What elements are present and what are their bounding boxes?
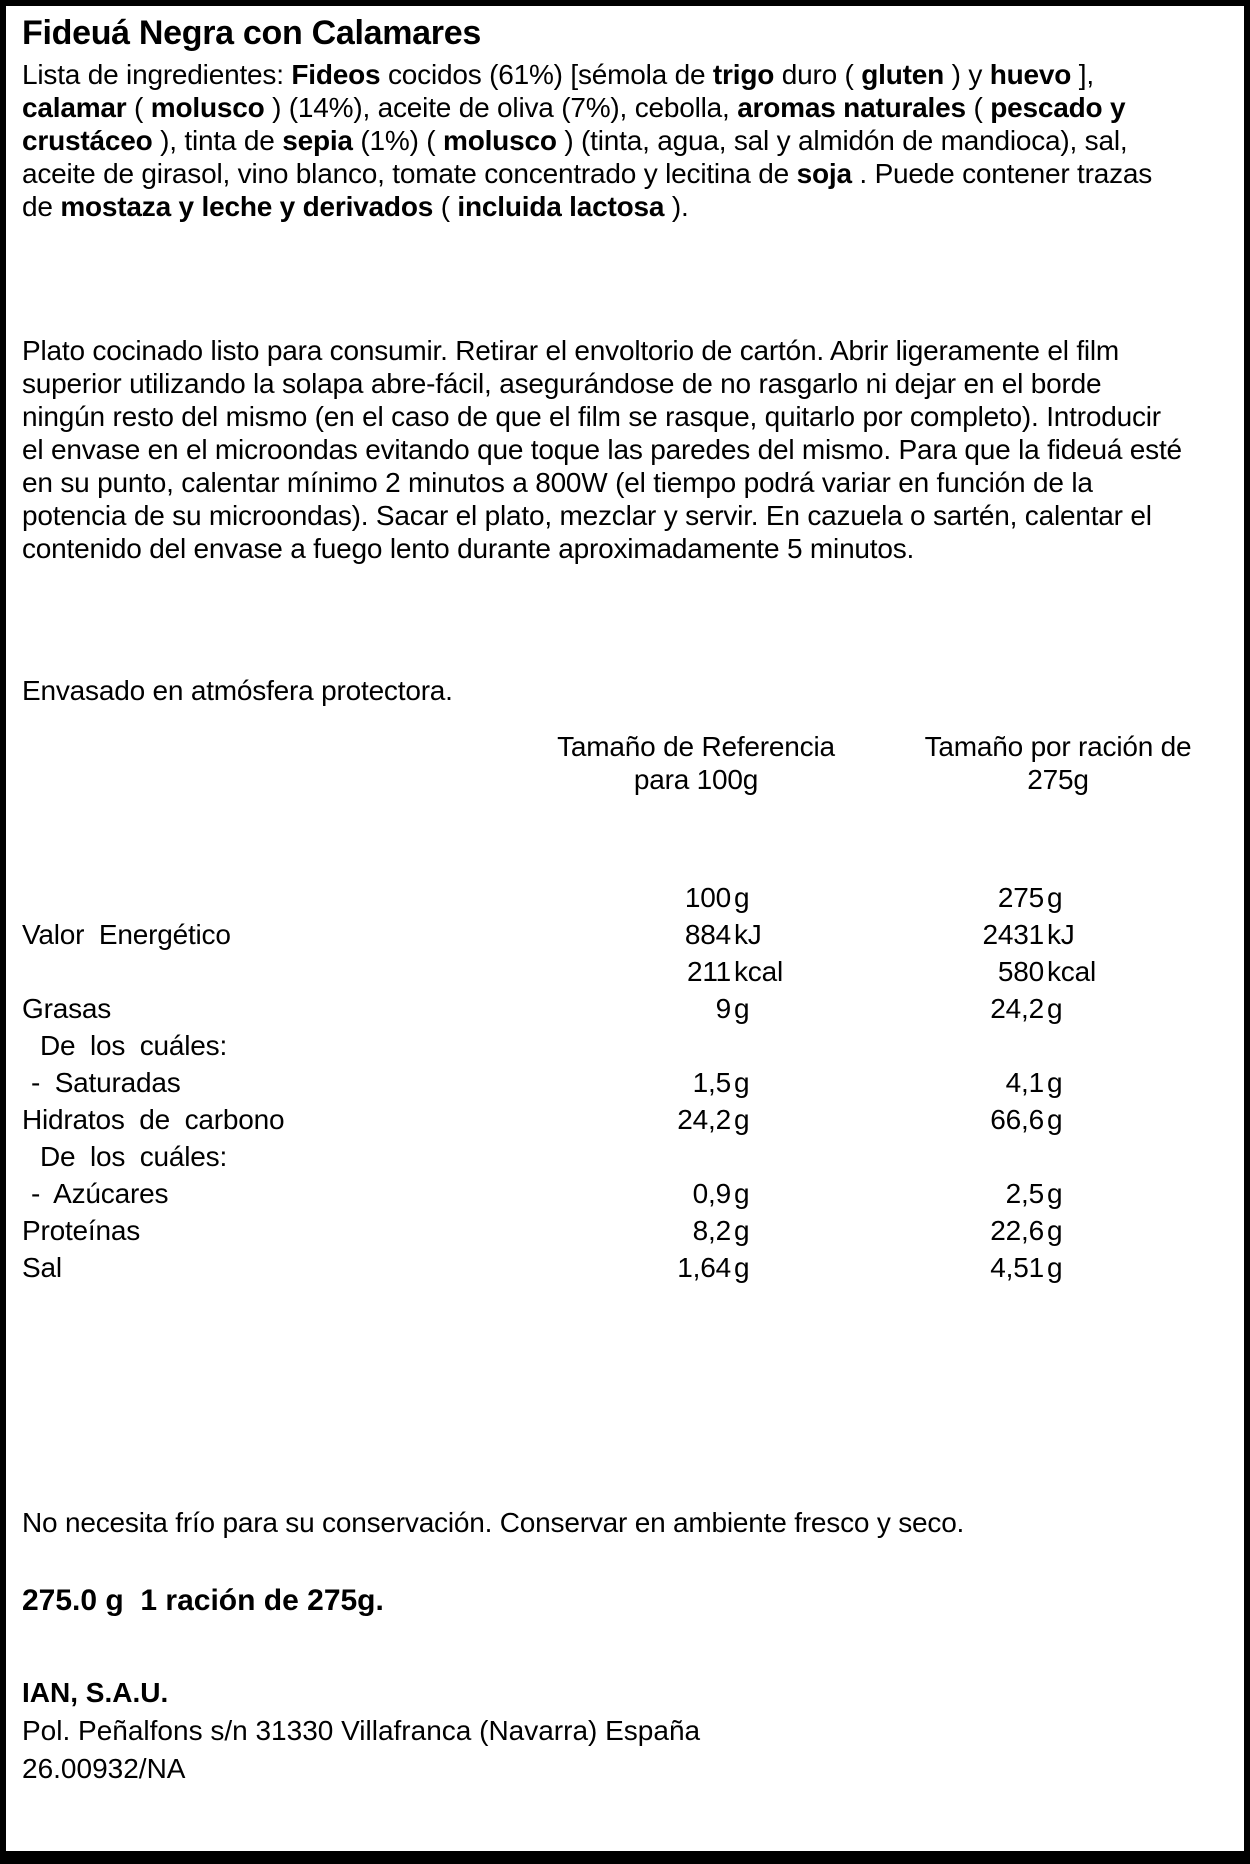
nutrition-row [22, 993, 1232, 1030]
nutrition-unit-100g: g [734, 1252, 750, 1283]
nutrition-value-275g: 4,1 [1005, 1067, 1044, 1098]
nutrition-label: De los cuáles: [40, 1030, 228, 1061]
nutrition-unit-275g: g [1047, 1215, 1063, 1246]
nutrition-value-275g: 580 [997, 956, 1044, 987]
nutrition-row [22, 1252, 1232, 1289]
nutrition-row [22, 1215, 1232, 1252]
nutrition-label: Hidratos de carbono [22, 1104, 285, 1135]
nutrition-table-header [6, 730, 1250, 800]
nutrition-unit-275g: kcal [1047, 956, 1096, 987]
nutrition-unit-275g: g [1047, 1252, 1063, 1283]
nutrition-unit-275g: g [1047, 1178, 1063, 1209]
nutrition-row [22, 882, 1232, 919]
nutrition-unit-100g: g [734, 1215, 750, 1246]
nutrition-value-100g: 884 [684, 919, 731, 950]
nutrition-row [22, 1030, 1232, 1067]
nutrition-value-100g [466, 1030, 731, 1067]
nutrition-row [22, 1141, 1232, 1178]
nutrition-label [22, 882, 466, 919]
nutrition-value-275g: 275 [997, 882, 1044, 913]
nutrition-unit-100g: g [734, 882, 750, 913]
company-registration-code: 26.00932/NA [22, 1753, 186, 1784]
nutrition-unit-275g [1044, 1141, 1127, 1178]
storage-note: No necesita frío para su conservación. Conservar en ambiente fresco y seco. [22, 1507, 965, 1538]
nutrition-header-reference [526, 730, 866, 796]
nutrition-label: Valor Energético [22, 919, 231, 950]
nutrition-label: De los cuáles: [40, 1141, 228, 1172]
ingredients-paragraph: Lista de ingredientes: Fideos cocidos (61%) [sémola de trigo duro ( gluten ) y huevo ], calamar ( molusco ) (14%), aceite de oliva (7%), cebolla, aromas naturales ( pescado y crustáceo ), tinta de sepia (1%) ( molusco ) (tinta, agua, sal y almidón de mandioca), sal, aceite de girasol, vino blanco, tomate concentrado y lecitina de soja . Puede contener trazas de mostaza y leche y derivados ( incluida lactosa ). [22, 59, 1153, 222]
nutrition-unit-100g: g [734, 1104, 750, 1135]
nutrition-label: Grasas [22, 993, 112, 1024]
nutrition-header-portion-line2: 275g [1027, 764, 1089, 795]
nutrition-value-100g: 211 [686, 956, 731, 987]
nutrition-header-reference-line1: Tamaño de Referencia [557, 731, 835, 762]
company-name: IAN, S.A.U. [22, 1677, 169, 1708]
nutrition-value-275g: 4,51 [990, 1252, 1044, 1283]
nutrition-header-portion-line1: Tamaño por ración de [924, 731, 1192, 762]
nutrition-value-100g: 100 [684, 882, 731, 913]
nutrition-value-275g: 22,6 [990, 1215, 1044, 1246]
page-title: Fideuá Negra con Calamares [22, 14, 481, 52]
nutrition-value-100g: 8,2 [692, 1215, 731, 1246]
nutrition-unit-100g: g [734, 1067, 750, 1098]
nutrition-row [22, 1178, 1232, 1215]
instructions-paragraph: Plato cocinado listo para consumir. Retirar el envoltorio de cartón. Abrir ligeramente el film superior utilizando la solapa abre-fácil, asegurándose de no rasgarlo ni dejar en el borde ningún resto del mismo (en el caso de que el film se rasque, quitarlo por completo). Introducir el envase en el microondas evitando que toque las paredes del mismo. Para que la fideuá esté en su punto, calentar mínimo 2 minutos a 800W (el tiempo podrá variar en función de la potencia de su microondas). Sacar el plato, mezclar y servir. En cazuela o sartén, calentar el contenido del envase a fuego lento durante aproximadamente 5 minutos. [22, 335, 1182, 564]
nutrition-value-275g: 2431 [982, 919, 1044, 950]
nutrition-value-100g: 1,64 [677, 1252, 731, 1283]
nutrition-unit-100g: g [734, 1178, 750, 1209]
nutrition-unit-100g: kJ [734, 919, 762, 950]
nutrition-unit-275g: g [1047, 1067, 1063, 1098]
nutrition-value-275g [819, 1141, 1044, 1178]
nutrition-value-100g: 1,5 [692, 1067, 731, 1098]
nutrition-unit-275g [1044, 1030, 1127, 1067]
net-weight: 275.0 g 1 ración de 275g. [22, 1584, 384, 1617]
nutrition-row [22, 956, 1232, 993]
nutrition-value-100g: 0,9 [692, 1178, 731, 1209]
nutrition-label [22, 956, 466, 993]
nutrition-unit-275g: g [1047, 1104, 1063, 1135]
nutrition-value-100g: 9 [715, 993, 731, 1024]
nutrition-row [22, 1104, 1232, 1141]
nutrition-row [22, 919, 1232, 956]
company-address: Pol. Peñalfons s/n 31330 Villafranca (Navarra) España [22, 1715, 701, 1746]
nutrition-unit-100g: kcal [734, 956, 783, 987]
nutrition-value-275g: 24,2 [990, 993, 1044, 1024]
nutrition-label: Sal [22, 1252, 62, 1283]
nutrition-value-275g: 66,6 [990, 1104, 1044, 1135]
nutrition-label: Proteínas [22, 1215, 141, 1246]
company-block [22, 1674, 700, 1788]
atmosphere-note: Envasado en atmósfera protectora. [22, 675, 453, 706]
nutrition-unit-275g: g [1047, 993, 1063, 1024]
nutrition-table [22, 882, 1232, 1289]
nutrition-value-275g [819, 1030, 1044, 1067]
nutrition-value-275g: 2,5 [1005, 1178, 1044, 1209]
nutrition-value-100g [466, 1141, 731, 1178]
nutrition-header-reference-line2: para 100g [633, 764, 759, 795]
nutrition-row [22, 1067, 1232, 1104]
nutrition-unit-100g [731, 1030, 819, 1067]
nutrition-label: - Saturadas [31, 1067, 181, 1098]
nutrition-value-100g: 24,2 [677, 1104, 731, 1135]
nutrition-unit-275g: g [1047, 882, 1063, 913]
nutrition-unit-275g: kJ [1047, 919, 1075, 950]
nutrition-label: - Azúcares [31, 1178, 169, 1209]
nutrition-header-portion [883, 730, 1233, 796]
nutrition-unit-100g: g [734, 993, 750, 1024]
nutrition-unit-100g [731, 1141, 819, 1178]
